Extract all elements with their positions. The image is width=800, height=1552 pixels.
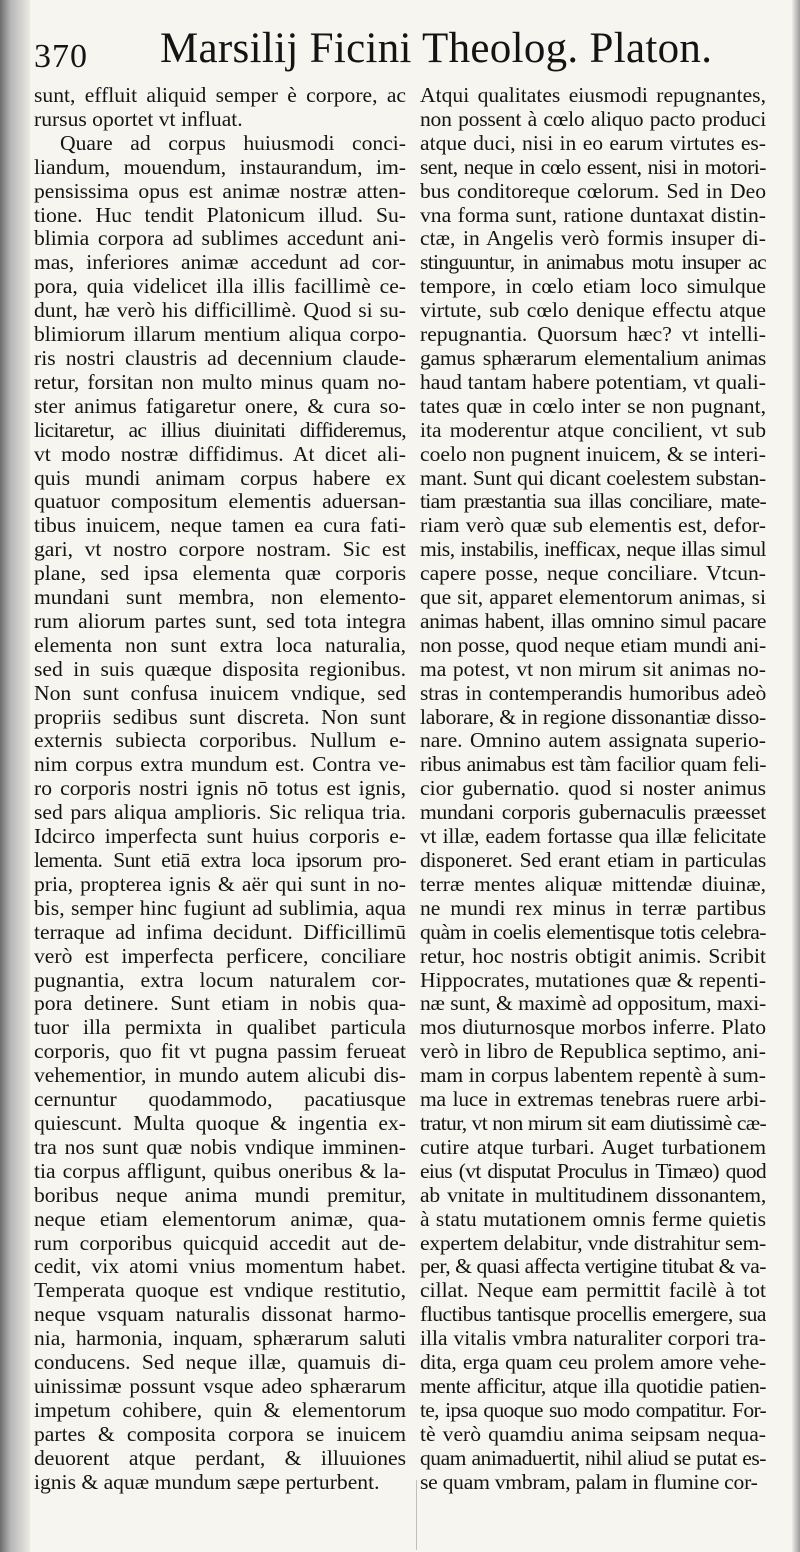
text-line: sunt, effluit aliquid semper è corpore, ac xyxy=(34,84,406,107)
text-line: stinguuntur, in animabus motu insuper ac xyxy=(420,251,766,275)
text-line: ribus animabus est tàm facilior quam feli- xyxy=(420,753,766,777)
text-line: Atqui qualitates eiusmodi repugnantes, xyxy=(420,84,766,107)
text-line: pria, propterea ignis & aër qui sunt in no- xyxy=(34,872,406,896)
text-line: Quare ad corpus huiusmodi conci- xyxy=(60,131,406,155)
text-line: cior gubernatio. quod si noster animus xyxy=(420,777,766,801)
text-line: Non sunt confusa inuicem vndique, sed xyxy=(34,681,406,705)
text-line: mundani sunt membra, non elemento- xyxy=(34,586,406,610)
text-line: ma luce in extremas tenebras ruere arbi- xyxy=(420,1088,766,1112)
text-line: neque vsquam naturalis dissonat harmo- xyxy=(34,1303,406,1327)
running-title: Marsilij Ficini Theolog. Platon. xyxy=(160,25,713,72)
text-line: te, ipsa quoque suo modo compatitur. For- xyxy=(420,1398,766,1422)
text-line: ster animus fatigaretur onere, & cura so- xyxy=(34,394,406,418)
text-line: eius (vt disputat Proculus in Timæo) quod xyxy=(420,1159,766,1183)
text-line: licitaretur, ac illius diuinitati diffideremus, xyxy=(34,418,406,442)
text-line: tibus inuicem, neque tamen ea cura fati- xyxy=(34,514,406,538)
right-text-column xyxy=(420,84,766,1494)
text-line: liandum, mouendum, instaurandum, im- xyxy=(34,155,406,179)
text-line: non possent à cœlo aliquo pacto produci xyxy=(420,107,766,131)
text-line: mas, inferiores animæ accedunt ad cor- xyxy=(34,251,406,275)
text-line: blimiorum illarum mentium aliqua corpo- xyxy=(34,323,406,347)
text-line: Temperata quoque est vndique restitutio, xyxy=(34,1279,406,1303)
text-line: ris nostri claustris ad decennium claude- xyxy=(34,346,406,370)
text-line: atque duci, nisi in eo earum virtutes es- xyxy=(420,131,766,155)
text-line: gari, vt nostro corpore nostram. Sic est xyxy=(34,538,406,562)
text-line: ab vnitate in multitudinem dissonantem, xyxy=(420,1183,766,1207)
text-line: propriis sedibus sunt discreta. Non sunt xyxy=(34,705,406,729)
page-header xyxy=(30,20,792,82)
text-line: Idcirco imperfecta sunt huius corporis e- xyxy=(34,825,406,849)
text-line: Hippocrates, mutationes quæ & repenti- xyxy=(420,968,766,992)
text-line: vehementior, in mundo autem alicubi dis- xyxy=(34,1064,406,1088)
text-line: sent, neque in cœlo essent, nisi in motori- xyxy=(420,155,766,179)
text-line: externis subiecta corporibus. Nullum e- xyxy=(34,729,406,753)
text-line: nia, harmonia, inquam, sphærarum saluti xyxy=(34,1327,406,1351)
text-line: fluctibus tantisque procellis emergere, sua xyxy=(420,1303,766,1327)
text-line: virtute, sub cœlo denique effectu atque xyxy=(420,299,766,323)
text-line: capere posse, neque conciliare. Vtcun- xyxy=(420,562,766,586)
text-line: retur, hoc nostris obtigit animis. Scribit xyxy=(420,944,766,968)
text-line: mente afficitur, atque illa quotidie patien- xyxy=(420,1374,766,1398)
text-line: expertem delabitur, vnde distrahitur sem- xyxy=(420,1231,766,1255)
text-line: vna forma sunt, ratione duntaxat distin- xyxy=(420,203,766,227)
text-line: à statu mutationem omnis ferme quietis xyxy=(420,1207,766,1231)
text-line: vt modo nostræ diffidimus. At dicet ali- xyxy=(34,442,406,466)
text-line: corporis, quo fit vt pugna passim ferueat xyxy=(34,1040,406,1064)
text-line: quam animaduertit, nihil aliud se putat es- xyxy=(420,1446,766,1470)
text-line: cutire atque turbari. Auget turbationem xyxy=(420,1135,766,1159)
text-line: bis, semper hinc fugiunt ad sublimia, aqua xyxy=(34,896,406,920)
text-line: plane, sed ipsa elementa quæ corporis xyxy=(34,562,406,586)
text-line: sed in suis quæque disposita regionibus. xyxy=(34,657,406,681)
text-line: tè verò quamdiu anima seipsam nequa- xyxy=(420,1422,766,1446)
text-line: pora, quia videlicet illa illis facillimè ce- xyxy=(34,275,406,299)
text-line: terræ mentes aliquæ mittendæ diuinæ, xyxy=(420,872,766,896)
text-line: conducens. Sed neque illæ, quamuis di- xyxy=(34,1351,406,1375)
text-line: ma potest, vt non mirum sit animas no- xyxy=(420,657,766,681)
text-line: lementa. Sunt etiā extra loca ipsorum pro- xyxy=(34,849,406,872)
text-line: repugnantia. Quorsum hæc? vt intelli- xyxy=(420,323,766,347)
text-line: coelo non pugnent inuicem, & se interi- xyxy=(420,442,766,466)
text-line: tates quæ in cœlo inter se non pugnant, xyxy=(420,394,766,418)
page-edge-shadow xyxy=(792,0,800,1552)
text-line: blimia corpora ad sublimes accedunt ani- xyxy=(34,227,406,251)
text-line: dunt, hæ verò his difficillimè. Quod si su- xyxy=(34,299,406,323)
page-number: 370 xyxy=(34,38,88,75)
text-line: per, & quasi affecta vertigine titubat & va- xyxy=(420,1255,766,1279)
text-line: rum aliorum partes sunt, sed tota integra xyxy=(34,609,406,633)
text-line: tuor illa permixta in qualibet particula xyxy=(34,1016,406,1040)
text-line: uinissimæ possunt vsque adeo sphærarum xyxy=(34,1374,406,1398)
text-line: verò in libro de Republica septimo, ani- xyxy=(420,1040,766,1064)
text-line: gamus sphærarum elementalium animas xyxy=(420,346,766,370)
text-line: quis mundi animam corpus habere ex xyxy=(34,466,406,490)
text-line: rursus oportet vt influat. xyxy=(34,107,243,131)
text-line: disponeret. Sed erant etiam in particulas xyxy=(420,849,766,872)
text-line: haud tantam habere potentiam, vt quali- xyxy=(420,370,766,394)
text-line: deuorent atque perdant, & illuuiones xyxy=(34,1446,406,1470)
text-line: tia corpus affligunt, quibus oneribus & la- xyxy=(34,1159,406,1183)
text-line: illa vitalis vmbra naturaliter corpori tra- xyxy=(420,1327,766,1351)
text-line: mant. Sunt qui dicant coelestem substan- xyxy=(420,466,766,490)
left-text-column xyxy=(34,84,406,1494)
text-line: mos diuturnosque morbos inferre. Plato xyxy=(420,1016,766,1040)
book-gutter-shadow xyxy=(0,0,30,1552)
text-line: partes & composita corpora se inuicem xyxy=(34,1422,406,1446)
text-line: næ sunt, & maximè ad oppositum, maxi- xyxy=(420,992,766,1016)
text-line: rum corporibus quicquid accedit aut de- xyxy=(34,1231,406,1255)
text-line: verò est imperfecta perficere, conciliare xyxy=(34,944,406,968)
text-line: ita moderentur atque concilient, vt sub xyxy=(420,418,766,442)
text-line: tratur, vt non mirum sit eam diutissimè cæ- xyxy=(420,1111,766,1135)
text-line: cedit, vix atomi vnius momentum habet. xyxy=(34,1255,406,1279)
text-line: neque etiam elementorum animæ, qua- xyxy=(34,1207,406,1231)
page-fold-mark xyxy=(416,1480,417,1550)
text-line: mundani corporis gubernaculis præesset xyxy=(420,801,766,825)
text-line: bus conditoreque cœlorum. Sed in Deo xyxy=(420,179,766,203)
text-line: tiam præstantia sua illas conciliare, mate- xyxy=(420,490,766,514)
text-line: stras in contemperandis humoribus adeò xyxy=(420,681,766,705)
text-line: impetum cohibere, quin & elementorum xyxy=(34,1398,406,1422)
text-line: quàm in coelis elementisque totis celebra- xyxy=(420,920,766,944)
text-line: cernuntur quodammodo, pacatiusque xyxy=(34,1088,406,1112)
text-line: pensissima opus est animæ nostræ atten- xyxy=(34,179,406,203)
text-line: ne mundi rex minus in terræ partibus xyxy=(420,896,766,920)
text-line: terraque ad infima decidunt. Difficillimū xyxy=(34,920,406,944)
text-line: sed pars aliqua amplioris. Sic reliqua tria. xyxy=(34,801,406,825)
text-line: mam in corpus labentem repentè à sum- xyxy=(420,1064,766,1088)
text-line: quatuor compositum elementis aduersan- xyxy=(34,490,406,514)
text-line: tione. Huc tendit Platonicum illud. Su- xyxy=(34,203,406,227)
text-line: pora detinere. Sunt etiam in nobis qua- xyxy=(34,992,406,1016)
text-line: que sit, apparet elementorum animas, si xyxy=(420,586,766,610)
text-line: nare. Omnino autem assignata superio- xyxy=(420,729,766,753)
text-line: pugnantia, extra locum naturalem cor- xyxy=(34,968,406,992)
text-line: animas habent, illas omnino simul pacare xyxy=(420,609,766,633)
text-line: ignis & aquæ mundum sæpe perturbent. xyxy=(34,1470,380,1494)
text-line: ro corporis nostri ignis nō totus est ignis, xyxy=(34,777,406,801)
text-line: laborare, & in regione dissonantiæ disso- xyxy=(420,705,766,729)
text-line: boribus neque anima mundi premitur, xyxy=(34,1183,406,1207)
text-line: mis, instabilis, inefficax, neque illas simul xyxy=(420,538,766,562)
text-line: ctæ, in Angelis verò formis insuper di- xyxy=(420,227,766,251)
text-line: nim corpus extra mundum est. Contra ve- xyxy=(34,753,406,777)
text-line: tra nos sunt quæ nobis vndique imminen- xyxy=(34,1135,406,1159)
text-line: cillat. Neque eam permittit facilè à tot xyxy=(420,1279,766,1303)
text-line: retur, forsitan non multo minus quam no- xyxy=(34,370,406,394)
text-line: riam verò quæ sub elementis est, defor- xyxy=(420,514,766,538)
text-line: quiescunt. Multa quoque & ingentia ex- xyxy=(34,1111,406,1135)
text-line: non posse, quod neque etiam mundi ani- xyxy=(420,633,766,657)
text-line: dita, erga quam ceu prolem amore vehe- xyxy=(420,1351,766,1375)
text-line: vt illæ, eadem fortasse qua illæ felicitate xyxy=(420,825,766,849)
text-line: tempore, in cœlo etiam loco simulque xyxy=(420,275,766,299)
text-line: elementa non sunt extra loca naturalia, xyxy=(34,633,406,657)
text-line: se quam vmbram, palam in flumine cor- xyxy=(420,1470,758,1494)
